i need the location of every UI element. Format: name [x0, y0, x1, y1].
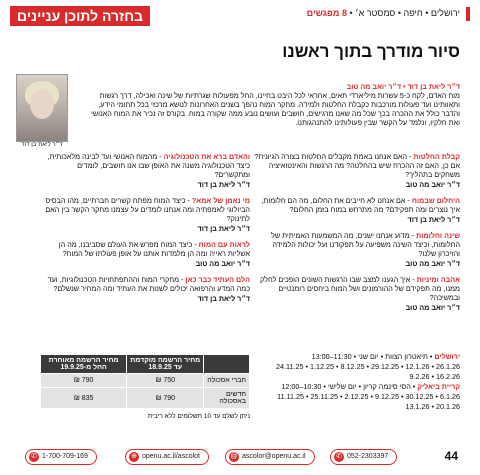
table-header-cell: מחיר הרשמה מוקדמת עד 18.9.25: [127, 355, 204, 374]
lecturer-photo: [16, 74, 68, 142]
phone-text: 052-2303397: [347, 453, 389, 460]
lecture-heading: מי נאמן של אמא?: [191, 196, 250, 205]
lecture-text: - אם אנחנו לא חייבים את החלום, מה הם חלומות, איך נוצרים ומה תפקידם? מה מתרחש במוח בזמן החלום?: [261, 196, 460, 214]
email-link[interactable]: [225, 449, 315, 465]
email-icon: @: [230, 453, 238, 460]
table-row: [41, 388, 250, 409]
lecture-heading: קבלת החלטות: [413, 152, 460, 161]
lecture-text: - איך הגענו למצב שבו הרגשות השונים הופכים לחלק ממנו, מה תפקידם של ההורמונים ושל המוח ביחסים רומנטיים ובמשיכה?: [260, 275, 460, 302]
lecture-item: [254, 196, 460, 224]
payment-note: ניתן לשלם עד 10 תשלומים ללא ריבית: [147, 413, 250, 420]
lecture-heading: והאדם ברא את הטכנולוגיה: [163, 152, 250, 161]
breadcrumb: [307, 8, 460, 18]
table-row: [41, 374, 250, 388]
table-header-cell: [204, 355, 250, 374]
email-text: ascolor@openu.ac.il: [242, 453, 306, 460]
lecture-text: - מהמוח האנושי ועד לבינה מלאכותית, כיצד הטכנולוגיה משנה את האופן שבו אנו חושבים, לומדים ומתקשרים?: [47, 152, 250, 179]
lecture-text: - כיצד המוח מפרש את העולם שסביבנו, מה הן אשליות ראייה ומה הן מלמדות אותנו על אופן פעולתו של המוח?: [58, 240, 250, 258]
lecture-item: [254, 152, 460, 189]
table-cell: חברי אסכולה: [204, 374, 250, 388]
lecture-author: ד״ר ליאת בן דוד: [197, 294, 250, 303]
intro-authors: ד״ר ליאת בן דוד • ד״ר יואב מה טוב: [346, 82, 460, 91]
website-link[interactable]: [125, 449, 209, 465]
table-cell: 790 ₪: [41, 374, 127, 388]
crumb-accent-bar: [466, 7, 470, 21]
schedule-dates: 6.1.26 • 30.12.25 • 9.12.25 • 2.12.25 • 25.11.25 • 11.11.25: [277, 392, 460, 401]
globe-icon: ⊕: [129, 452, 139, 462]
intro-section: [80, 82, 460, 127]
lecture-heading: אהבה ומיניות: [416, 275, 460, 284]
lecture-item: [254, 275, 460, 312]
lecture-author: ד״ר יואב מה טוב: [195, 259, 250, 268]
schedule-location: קריית ביאליק: [417, 382, 460, 391]
breadcrumb-sessions: 8 מפגשים: [306, 8, 347, 18]
phone-icon: ✆: [334, 452, 344, 462]
top-bar: [0, 0, 480, 28]
lecture-text: - מדוע אנחנו ישנים, מה המשמעות האמיתית של החלומות, וכיצד השינה משפיעה על תפקודנו ועל יכולות הלמידה והזיכרון שלנו?: [271, 231, 460, 258]
schedule-location: ירושלים: [434, 352, 460, 361]
lecture-heading: לראות עם המוח: [198, 240, 250, 249]
hotline-text: 1-700-709-169: [42, 453, 88, 460]
lecture-text: - האם אנחנו באמת מקבלים החלטות בצורה הגיונית? אם כן, האם זה ההכרח שיש בהחלטה? מה הרגשות והאינטואיציה משחקים בתהליך?: [254, 152, 460, 179]
breadcrumb-locations: ירושלים • חיפה • סמסטר א׳ •: [349, 8, 460, 18]
lectures-left-column: [40, 152, 250, 310]
table-header-row: [41, 355, 250, 374]
lecture-text: - מחקרי המוח וההתפתחויות הטכנולוגיות, ועד כמה המדע והרפואה יכולים לשנות את העתיד ומה המחיר שנשלם?: [47, 275, 250, 293]
phone-link[interactable]: [330, 449, 397, 465]
lecture-author: ד״ר יואב מה טוב: [405, 259, 460, 268]
schedule-dates: 16.2.26 • 9.2.26: [409, 372, 460, 381]
schedule-dates: 20.1.26 • 13.1.26: [405, 402, 460, 411]
photo-caption: ד״ר ליאת בן דוד: [21, 142, 63, 148]
schedule-details: • תיאטרון הצוות • יום שני • 11:30–13:00: [311, 352, 433, 361]
lecture-item: [40, 240, 250, 268]
back-to-contents-button[interactable]: בחזרה לתוכן עניינים: [10, 6, 150, 26]
table-header-cell: מחיר הרשמה מאוחרת החל מ-19.9.25: [41, 355, 127, 374]
lecture-heading: היחלום שבמוח: [411, 196, 460, 205]
photo-face: [30, 89, 54, 119]
lecture-heading: שינה וחלומות: [416, 231, 460, 240]
schedule-section: [254, 352, 460, 412]
schedule-haifa: [254, 382, 460, 392]
lecture-item: [254, 231, 460, 268]
intro-text: מוח האדם, לקח כ-5 עשרות מיליארדי תאים, אחראי לכל היבט בחיינו, החל מפעולות שגרתיות של שינה ואכילה, דרך רגשות ותאוותינו ועד פעולות מורכבות כקבלת החלטות ולמידה. מחקר המוח נהפך בשנים האחרונות לנושא מרכזי בכל תחומי הידע, והדבר כולל את ההכרה בכך שכל מה שאנו מרגישים, חושבים ועושים נובע ממה שקורה במוח. בקורס זה נכיר את המוח האנושי ואת חלקיו, ונלמד על הקשר שבין פעולותינו להתנהגותנו.: [90, 91, 460, 127]
schedule-details: • הסי סינמה קריון • יום שלישי • 10:30–12:00: [281, 382, 416, 391]
phone-icon: ✆: [29, 452, 39, 462]
table-cell: 750 ₪: [127, 374, 204, 388]
lecture-heading: הלם העתיד כבר כאן: [185, 275, 250, 284]
lecture-author: ד״ר ליאת בן דוד: [197, 224, 250, 233]
schedule-dates: 26.1.26 • 12.1.26 • 29.12.25 • 8.12.25 • 1.12.25 • 24.11.25: [276, 362, 460, 371]
lecture-item: [40, 275, 250, 303]
lecture-item: [40, 196, 250, 233]
table-cell: 835 ₪: [41, 388, 127, 409]
table-cell: חדשים באסכולה: [204, 388, 250, 409]
website-text: openu.ac.il/ascolot: [142, 453, 200, 460]
lecture-item: [40, 152, 250, 189]
lecture-author: ד״ר יואב מה טוב: [405, 303, 460, 312]
lecture-text: - כיצד המוח מפתח קשרים חברתיים, מהו הבסיס הביולוגי לאמפתיה ומה אנחנו לומדים על עצמנו מחקר הקשר בין האם לתינוק?: [45, 196, 250, 223]
page-title: סיור מודרך בתוך ראשנו: [282, 42, 460, 61]
pricing-table: [40, 354, 250, 409]
footer: [0, 444, 480, 472]
table-cell: 790 ₪: [127, 388, 204, 409]
hotline-link[interactable]: [25, 449, 97, 465]
lecture-author: ד״ר ליאת בן דוד: [197, 180, 250, 189]
lectures-right-column: [254, 152, 460, 319]
page-number: 44: [444, 449, 458, 463]
schedule-jerusalem: [254, 352, 460, 362]
lecture-author: ד״ר יואב מה טוב: [405, 180, 460, 189]
lecture-author: ד״ר ליאת בן דוד: [407, 215, 460, 224]
